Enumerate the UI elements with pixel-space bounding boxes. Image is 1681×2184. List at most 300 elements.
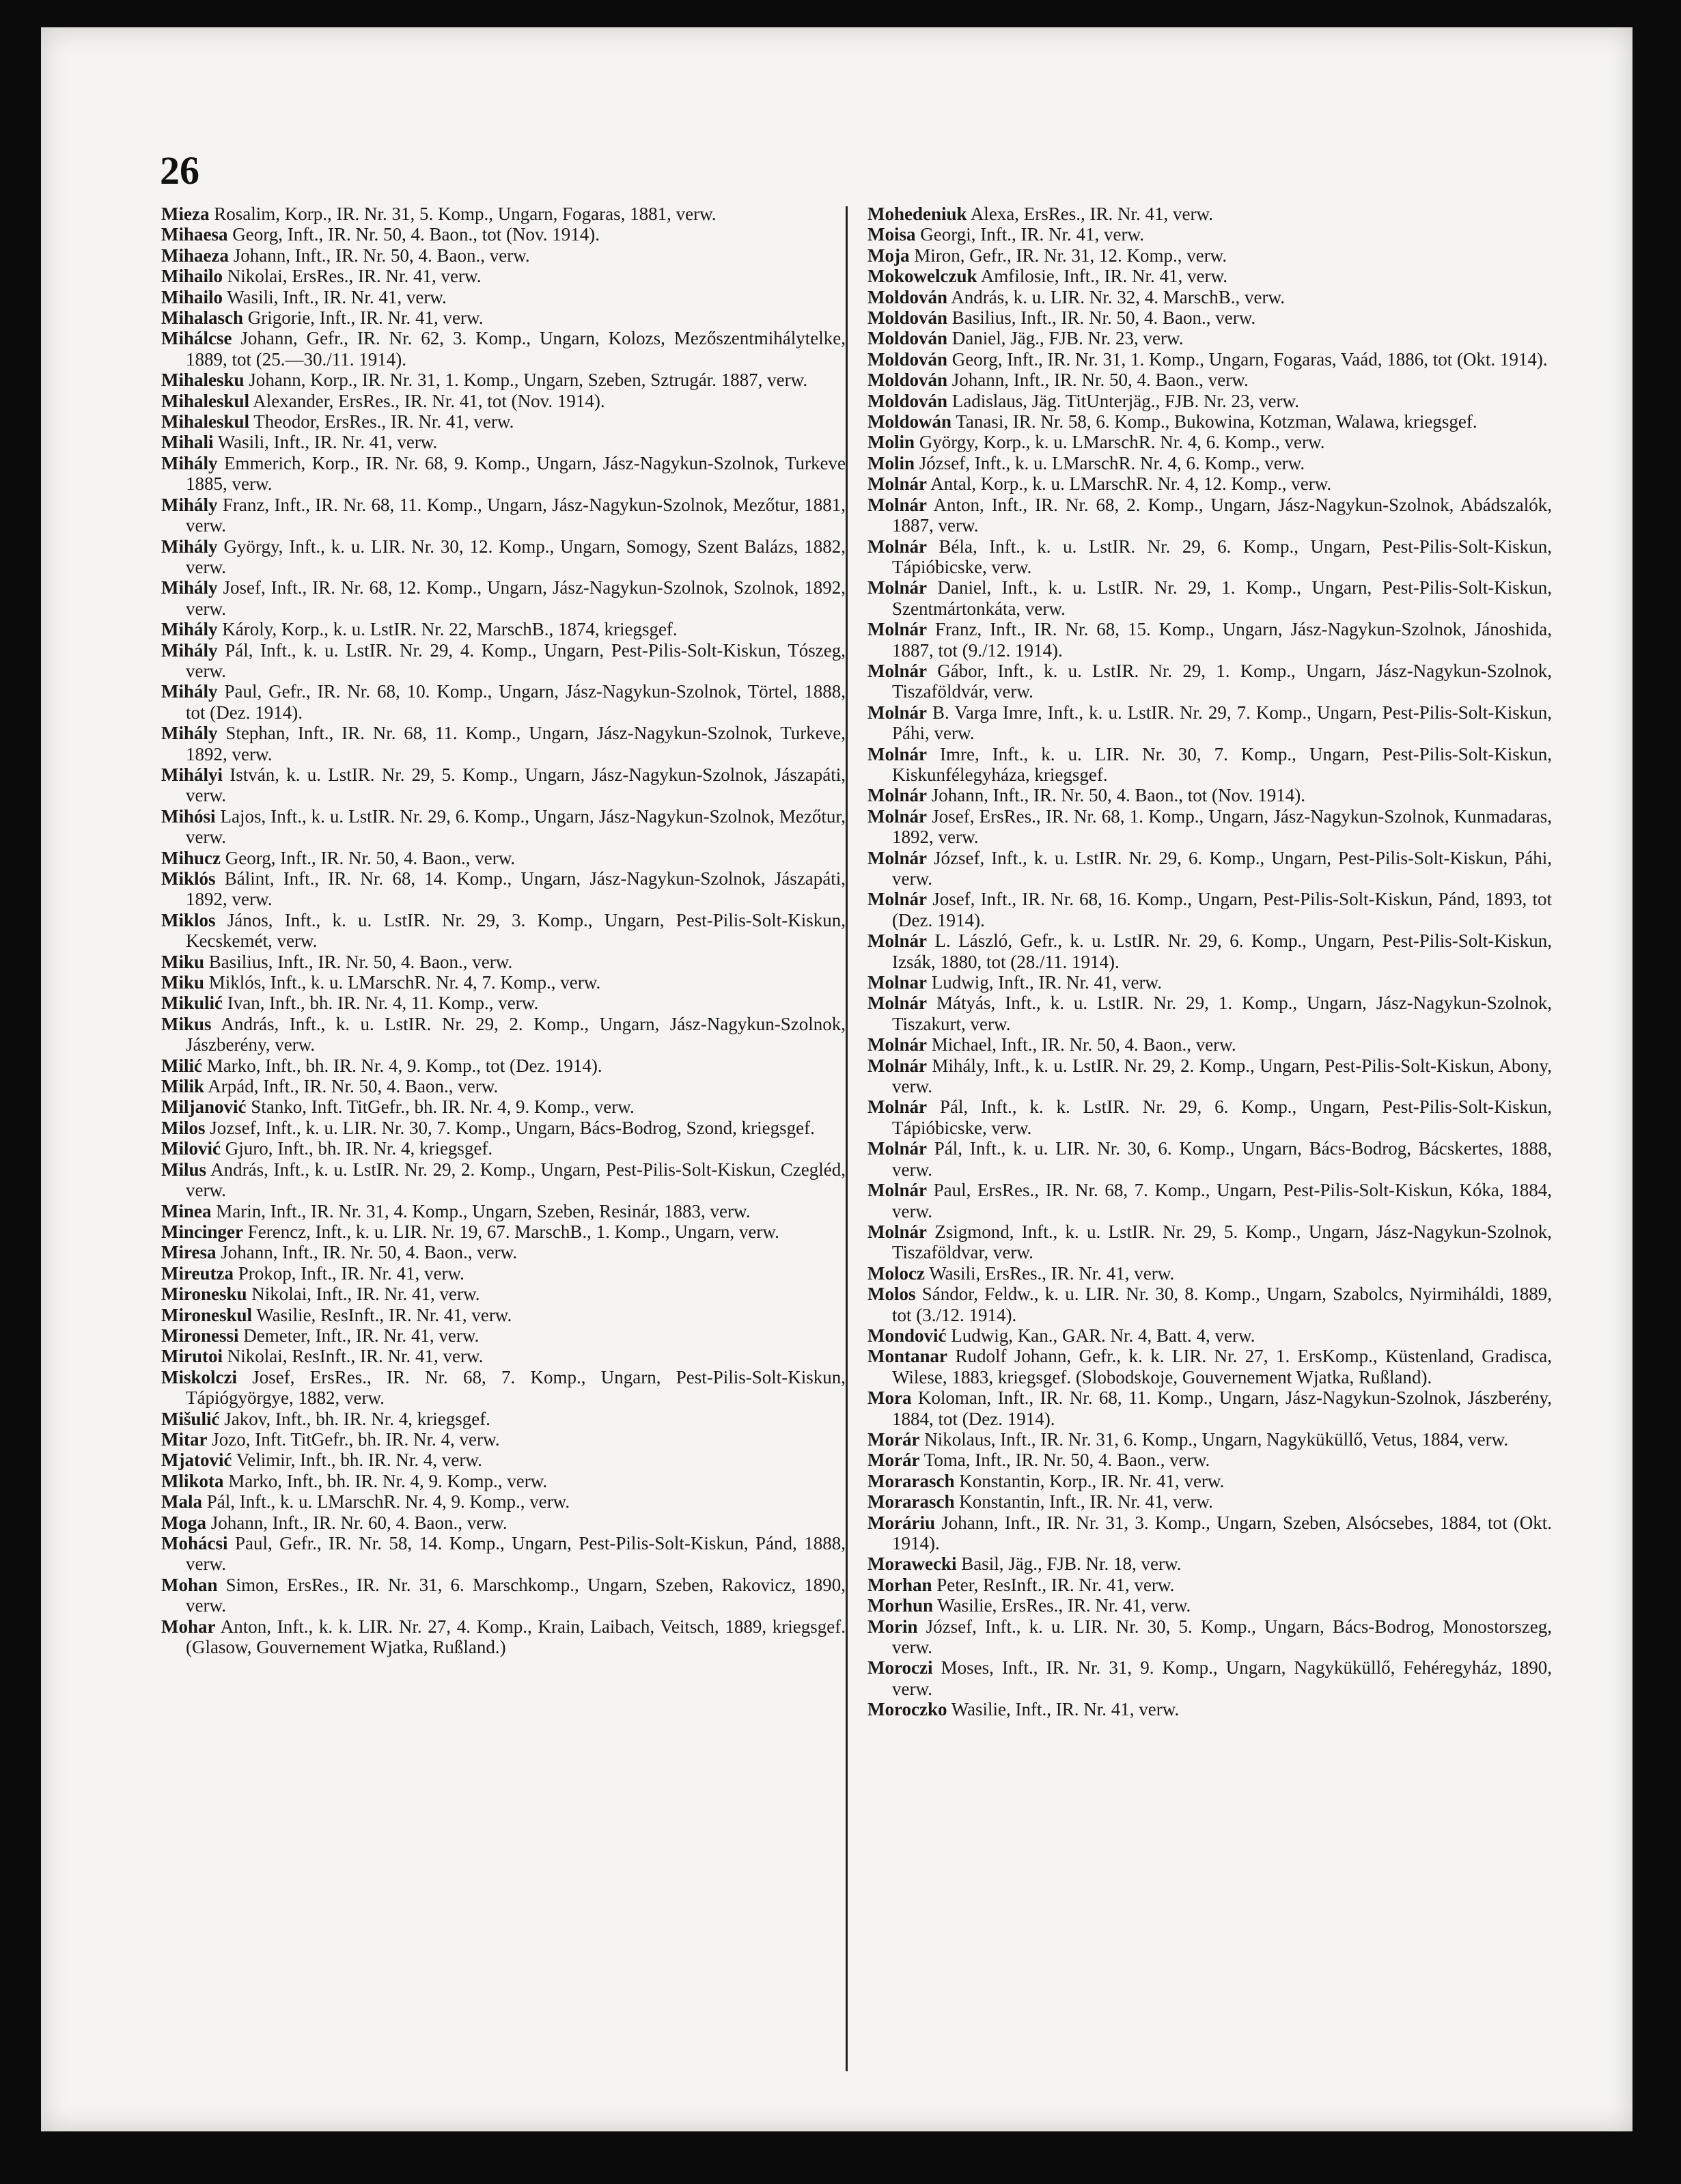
entry-details: Johann, Inft., IR. Nr. 60, 4. Baon., verw. [210, 1512, 508, 1533]
entry-details: József, Inft., k. u. LMarschR. Nr. 4, 6. Komp., verw. [919, 452, 1305, 473]
list-item [161, 1076, 846, 1096]
entry-surname: Morár [867, 1450, 920, 1471]
entry-details: Johann, Korp., IR. Nr. 31, 1. Komp., Ungarn, Szeben, Sztrugár. 1887, verw. [249, 370, 808, 391]
list-item [161, 1118, 846, 1138]
entry-surname: Mihali [161, 432, 214, 453]
list-item [161, 1450, 846, 1470]
entry-surname: Morhun [867, 1595, 934, 1616]
list-item [867, 245, 1552, 266]
entry-surname: Moja [867, 245, 910, 266]
entry-details: Nikolai, Inft., IR. Nr. 41, verw. [251, 1284, 480, 1305]
list-item [867, 328, 1552, 348]
entry-surname: Miljanović [161, 1096, 247, 1118]
entry-surname: Moldowán [867, 411, 952, 432]
entry-surname: Mondović [867, 1325, 947, 1346]
entry-details: Georg, Inft., IR. Nr. 50, 4. Baon., tot (Nov. 1914). [232, 224, 600, 245]
entry-details: Daniel, Inft., k. u. LstIR. Nr. 29, 1. Komp., Ungarn, Pest-Pilis-Solt-Kiskun, Szentmártonkáta, verw. [892, 577, 1553, 619]
entry-surname: Molnár [867, 993, 927, 1014]
entry-details: István, k. u. LstIR. Nr. 29, 5. Komp., Ungarn, Jász-Nagykun-Szolnok, Jászapáti, verw. [186, 764, 846, 806]
entry-details: Wasili, ErsRes., IR. Nr. 41, verw. [929, 1262, 1175, 1284]
list-item [161, 1305, 846, 1325]
entry-surname: Moldován [867, 307, 948, 329]
list-item [161, 1284, 846, 1304]
list-item [161, 1409, 846, 1429]
list-item [161, 972, 846, 993]
list-item [161, 495, 846, 536]
entry-surname: Moga [161, 1512, 206, 1533]
list-item [161, 411, 846, 432]
list-item [867, 930, 1552, 972]
entry-details: Ivan, Inft., bh. IR. Nr. 4, 11. Komp., verw. [227, 993, 539, 1014]
list-item [867, 287, 1552, 307]
entry-surname: Milus [161, 1159, 207, 1180]
list-item [867, 411, 1552, 432]
entry-details: Anton, Inft., k. k. LIR. Nr. 27, 4. Komp., Krain, Laibach, Veitsch, 1889, kriegsgef. (Glasow, Gouvernement Wjatka, Rußland.) [186, 1616, 846, 1658]
list-item [867, 370, 1552, 390]
list-item [867, 1325, 1552, 1346]
entry-details: Johann, Inft., IR. Nr. 50, 4. Baon., verw. [233, 245, 530, 266]
list-item [867, 495, 1552, 536]
entry-details: Toma, Inft., IR. Nr. 50, 4. Baon., verw. [923, 1450, 1210, 1471]
list-item [867, 993, 1552, 1034]
entry-details: Paul, Gefr., IR. Nr. 58, 14. Komp., Ungarn, Pest-Pilis-Solt-Kiskun, Pánd, 1888, verw. [186, 1533, 846, 1575]
list-item [867, 1221, 1552, 1263]
entry-details: Daniel, Jäg., FJB. Nr. 23, verw. [951, 328, 1184, 349]
entry-details: Josef, ErsRes., IR. Nr. 68, 7. Komp., Ungarn, Pest-Pilis-Solt-Kiskun, Tápiógyörgye, 1882, verw. [186, 1366, 846, 1409]
entry-details: Ladislaus, Jäg. TitUnterjäg., FJB. Nr. 23, verw. [951, 390, 1300, 411]
entry-surname: Molin [867, 452, 915, 473]
entry-surname: Mihailo [161, 266, 223, 287]
entry-details: Demeter, Inft., IR. Nr. 41, verw. [243, 1325, 480, 1346]
entry-surname: Molnár [867, 1221, 927, 1242]
entry-details: Konstantin, Korp., IR. Nr. 41, verw. [959, 1470, 1225, 1491]
entry-details: Béla, Inft., k. u. LstIR. Nr. 29, 6. Komp., Ungarn, Pest-Pilis-Solt-Kiskun, Tápióbicske, verw. [892, 536, 1552, 577]
entry-surname: Mohar [161, 1616, 216, 1637]
entry-details: Georg, Inft., IR. Nr. 31, 1. Komp., Ungarn, Fogaras, Vaád, 1886, tot (Okt. 1914). [951, 348, 1548, 370]
list-item [161, 1533, 846, 1575]
scan-edge-mark [1656, 950, 1662, 991]
entry-surname: Mikulić [161, 993, 223, 1014]
entry-surname: Mihály [161, 536, 218, 557]
list-item [161, 806, 846, 848]
entry-details: Miklós, Inft., k. u. LMarschR. Nr. 4, 7. Komp., verw. [208, 972, 601, 993]
entry-surname: Minea [161, 1200, 212, 1221]
entry-details: Konstantin, Inft., IR. Nr. 41, verw. [959, 1491, 1213, 1512]
entry-details: Anton, Inft., IR. Nr. 68, 2. Komp., Ungarn, Jász-Nagykun-Szolnok, Abádszalók, 1887, verw. [892, 494, 1552, 536]
entry-surname: Mohan [161, 1574, 218, 1595]
entry-details: Wasilie, ErsRes., IR. Nr. 41, verw. [937, 1595, 1191, 1616]
entry-surname: Molnar [867, 972, 927, 993]
entry-details: András, Inft., k. u. LstIR. Nr. 29, 2. Komp., Ungarn, Jász-Nagykun-Szolnok, Jászberény, verw. [186, 1013, 846, 1055]
entry-details: Nikolaus, Inft., IR. Nr. 31, 6. Komp., Ungarn, Nagyküküllő, Vetus, 1884, verw. [924, 1428, 1509, 1450]
entry-details: Antal, Korp., k. u. LMarschR. Nr. 4, 12. Komp., verw. [930, 473, 1332, 495]
entry-details: Marko, Inft., bh. IR. Nr. 4, 9. Komp., tot (Dez. 1914). [206, 1055, 602, 1076]
entry-details: Rosalim, Korp., IR. Nr. 31, 5. Komp., Ungarn, Fogaras, 1881, verw. [214, 204, 717, 224]
entry-surname: Molnár [867, 494, 927, 515]
entry-surname: Moldován [867, 370, 948, 391]
entry-details: Jozo, Inft. TitGefr., bh. IR. Nr. 4, verw. [212, 1428, 500, 1450]
list-item [161, 910, 846, 952]
list-item [161, 1429, 846, 1450]
entry-details: Michael, Inft., IR. Nr. 50, 4. Baon., verw. [931, 1034, 1236, 1055]
list-item [161, 1138, 846, 1159]
entry-details: Ludwig, Inft., IR. Nr. 41, verw. [931, 972, 1162, 993]
list-item [867, 473, 1552, 494]
entry-surname: Molnár [867, 660, 927, 681]
list-item [867, 1471, 1552, 1491]
list-item [161, 993, 846, 1013]
list-item [867, 1055, 1552, 1097]
entry-details: Jakov, Inft., bh. IR. Nr. 4, kriegsgef. [224, 1408, 490, 1429]
list-item [867, 1284, 1552, 1325]
entry-surname: Molnár [867, 702, 927, 723]
entry-surname: Moráriu [867, 1512, 935, 1533]
entry-details: Velimir, Inft., bh. IR. Nr. 4, verw. [236, 1450, 482, 1471]
entry-surname: Miku [161, 972, 205, 993]
list-item [867, 1429, 1552, 1450]
entry-details: Simon, ErsRes., IR. Nr. 31, 6. Marschkomp., Ungarn, Szeben, Rakovicz, 1890, verw. [186, 1574, 846, 1616]
entry-details: Zsigmond, Inft., k. u. LstIR. Nr. 29, 5. Komp., Ungarn, Jász-Nagykun-Szolnok, Tiszaföldvar, verw. [892, 1221, 1552, 1263]
entry-surname: Morin [867, 1616, 918, 1637]
entry-surname: Milik [161, 1076, 205, 1097]
entry-surname: Mireutza [161, 1262, 234, 1284]
entry-surname: Mora [867, 1387, 912, 1409]
list-item [867, 577, 1552, 619]
entry-surname: Morawecki [867, 1553, 957, 1575]
entry-surname: Mohácsi [161, 1533, 228, 1553]
list-item [867, 1553, 1552, 1574]
entry-details: Nikolai, ErsRes., IR. Nr. 41, verw. [227, 266, 482, 287]
list-item [161, 224, 846, 245]
list-item [867, 661, 1552, 702]
entry-surname: Miklos [161, 909, 216, 930]
entry-surname: Milos [161, 1117, 206, 1138]
list-item [161, 1221, 846, 1242]
list-item [161, 681, 846, 723]
list-item [867, 349, 1552, 370]
entry-details: Theodor, ErsRes., IR. Nr. 41, verw. [253, 411, 514, 432]
entry-surname: Moldován [867, 328, 948, 349]
entry-surname: Moisa [867, 224, 916, 245]
entry-details: Alexa, ErsRes., IR. Nr. 41, verw. [970, 204, 1213, 224]
entry-details: Georgi, Inft., IR. Nr. 41, verw. [920, 224, 1144, 245]
entry-details: Károly, Korp., k. u. LstIR. Nr. 22, MarschB., 1874, kriegsgef. [222, 619, 678, 640]
entry-details: Josef, ErsRes., IR. Nr. 68, 1. Komp., Ungarn, Jász-Nagykun-Szolnok, Kunmadaras, 1892, verw. [892, 805, 1552, 848]
entry-surname: Mihály [161, 639, 218, 661]
list-item [867, 806, 1552, 848]
list-item [867, 1575, 1552, 1595]
list-item [867, 307, 1552, 328]
entry-surname: Montanar [867, 1346, 947, 1367]
entry-surname: Molos [867, 1284, 916, 1305]
entry-surname: Molocz [867, 1262, 925, 1284]
entry-surname: Molnár [867, 743, 927, 764]
entry-surname: Moroczko [867, 1699, 947, 1720]
entry-surname: Morarasch [867, 1470, 955, 1491]
entry-surname: Mihaeza [161, 245, 229, 266]
page-number: 26 [160, 148, 199, 193]
entry-details: György, Korp., k. u. LMarschR. Nr. 4, 6. Komp., verw. [919, 432, 1325, 453]
entry-details: György, Inft., k. u. LIR. Nr. 30, 12. Komp., Ungarn, Somogy, Szent Balázs, 1882, verw. [186, 536, 846, 577]
list-item [161, 1575, 846, 1616]
entry-surname: Mihály [161, 619, 218, 640]
entry-details: Alexander, ErsRes., IR. Nr. 41, tot (Nov. 1914). [253, 390, 605, 411]
entry-surname: Mihucz [161, 847, 221, 868]
document-page [41, 27, 1633, 2131]
list-item [161, 1325, 846, 1346]
entry-details: L. László, Gefr., k. u. LstIR. Nr. 29, 6. Komp., Ungarn, Pest-Pilis-Solt-Kiskun, Izsák, 1880, tot (28./11. 1914). [892, 930, 1553, 972]
entry-surname: Molnár [867, 1180, 927, 1201]
entry-details: Wasilie, Inft., IR. Nr. 41, verw. [951, 1699, 1180, 1720]
entry-surname: Molnár [867, 930, 927, 952]
list-item [161, 266, 846, 286]
entry-surname: Molnár [867, 619, 927, 640]
list-item [867, 453, 1552, 473]
list-item [867, 785, 1552, 805]
entry-details: Tanasi, IR. Nr. 58, 6. Komp., Bukowina, Kotzman, Walawa, kriegsgef. [956, 411, 1477, 432]
list-item [867, 1450, 1552, 1470]
entry-details: Pál, Inft., k. u. LMarschR. Nr. 4, 9. Komp., verw. [206, 1491, 570, 1512]
entry-details: Paul, Gefr., IR. Nr. 68, 10. Komp., Ungarn, Jász-Nagykun-Szolnok, Törtel, 1888, tot (Dez. 1914). [186, 681, 846, 723]
entry-surname: Molnár [867, 577, 927, 598]
entry-details: Franz, Inft., IR. Nr. 68, 11. Komp., Ungarn, Jász-Nagykun-Szolnok, Mezőtur, 1881, verw. [186, 494, 846, 536]
entry-details: Johann, Inft., IR. Nr. 50, 4. Baon., verw. [951, 370, 1249, 391]
entry-details: Basilius, Inft., IR. Nr. 50, 4. Baon., verw. [951, 307, 1256, 329]
entry-surname: Morarasch [867, 1491, 955, 1512]
list-item [867, 266, 1552, 286]
entry-surname: Mihalasch [161, 307, 244, 329]
entry-details: Moses, Inft., IR. Nr. 31, 9. Komp., Ungarn, Nagyküküllő, Fehéregyház, 1890, verw. [892, 1657, 1552, 1699]
entry-surname: Miku [161, 951, 205, 972]
entry-details: B. Varga Imre, Inft., k. u. LstIR. Nr. 29, 7. Komp., Ungarn, Pest-Pilis-Solt-Kiskun, Páhi, verw. [892, 702, 1552, 744]
list-item [161, 868, 846, 910]
entry-surname: Mieza [161, 204, 210, 224]
entry-surname: Molnár [867, 889, 927, 910]
entry-details: Sándor, Feldw., k. u. LIR. Nr. 30, 8. Komp., Ungarn, Szabolcs, Nyirmiháldi, 1889, tot (3./12. 1914). [892, 1284, 1552, 1325]
list-item [161, 245, 846, 266]
entry-surname: Mikus [161, 1013, 212, 1034]
list-item [161, 1512, 846, 1533]
entry-surname: Miresa [161, 1242, 217, 1263]
list-item [161, 328, 846, 370]
list-item [867, 744, 1552, 786]
list-item [161, 536, 846, 578]
list-item [161, 764, 846, 806]
entry-details: Johann, Inft., IR. Nr. 31, 3. Komp., Ungarn, Szeben, Alsócsebes, 1884, tot (Okt. 1914). [892, 1512, 1552, 1553]
list-item [867, 1512, 1552, 1554]
entry-details: Rudolf Johann, Gefr., k. k. LIR. Nr. 27, 1. ErsKomp., Küstenland, Gradisca, Wilese, 1883, kriegsgef. (Slobodskoje, Gouvernement Wjatka, Rußland). [892, 1346, 1552, 1387]
entry-details: Johann, Inft., IR. Nr. 50, 4. Baon., tot (Nov. 1914). [931, 785, 1305, 806]
entry-details: Pál, Inft., k. u. LIR. Nr. 30, 6. Komp., Ungarn, Bács-Bodrog, Bácskertes, 1888, verw. [892, 1138, 1552, 1180]
entry-surname: Moroczi [867, 1657, 933, 1678]
entry-surname: Mihály [161, 681, 218, 702]
entry-surname: Moldován [867, 348, 948, 370]
entry-surname: Mitar [161, 1428, 208, 1450]
entry-details: Franz, Inft., IR. Nr. 68, 15. Komp., Ungarn, Jász-Nagykun-Szolnok, Jánoshida, 1887, tot (9./12. 1914). [892, 619, 1552, 661]
entry-details: Paul, ErsRes., IR. Nr. 68, 7. Komp., Ungarn, Pest-Pilis-Solt-Kiskun, Kóka, 1884, verw. [892, 1180, 1552, 1221]
entry-surname: Mihály [161, 723, 218, 744]
entry-details: András, k. u. LIR. Nr. 32, 4. MarschB., verw. [951, 286, 1285, 307]
list-item [161, 1159, 846, 1201]
list-item [161, 453, 846, 495]
entry-surname: Mihály [161, 577, 218, 598]
entry-surname: Mihailo [161, 286, 223, 307]
list-item [161, 307, 846, 328]
list-item [161, 391, 846, 411]
list-item [867, 1138, 1552, 1180]
list-item [867, 848, 1552, 889]
list-item [867, 972, 1552, 993]
entry-details: Marin, Inft., IR. Nr. 31, 4. Komp., Ungarn, Szeben, Resinár, 1883, verw. [216, 1200, 751, 1221]
entry-surname: Mironessi [161, 1325, 239, 1346]
entry-surname: Moldován [867, 286, 948, 307]
list-item [161, 1014, 846, 1055]
entry-surname: Moldován [867, 390, 948, 411]
entry-details: Stanko, Inft. TitGefr., bh. IR. Nr. 4, 9. Komp., verw. [251, 1096, 635, 1118]
entry-details: Stephan, Inft., IR. Nr. 68, 11. Komp., Ungarn, Jász-Nagykun-Szolnok, Turkeve, 1892, verw. [186, 723, 846, 764]
list-item [867, 391, 1552, 411]
entry-details: József, Inft., k. u. LstIR. Nr. 29, 6. Komp., Ungarn, Pest-Pilis-Solt-Kiskun, Páhi, verw. [892, 847, 1553, 889]
entry-surname: Molnár [867, 1034, 927, 1055]
list-item [161, 1096, 846, 1117]
list-item [867, 1595, 1552, 1616]
list-item [161, 577, 846, 619]
entry-details: Prokop, Inft., IR. Nr. 41, verw. [238, 1262, 464, 1284]
entry-details: Basilius, Inft., IR. Nr. 50, 4. Baon., verw. [208, 951, 513, 972]
entry-details: János, Inft., k. u. LstIR. Nr. 29, 3. Komp., Ungarn, Pest-Pilis-Solt-Kiskun, Kecskemét, verw. [186, 909, 846, 952]
entry-surname: Mokowelczuk [867, 266, 977, 287]
entry-details: Arpád, Inft., IR. Nr. 50, 4. Baon., verw. [208, 1076, 499, 1097]
list-item [867, 1616, 1552, 1658]
list-item [161, 723, 846, 764]
entry-surname: Molnár [867, 805, 927, 827]
list-item [161, 1242, 846, 1262]
entry-details: Miron, Gefr., IR. Nr. 31, 12. Komp., verw. [914, 245, 1227, 266]
list-item [161, 370, 846, 390]
list-item [867, 536, 1552, 578]
entry-details: Mihály, Inft., k. u. LstIR. Nr. 29, 2. Komp., Ungarn, Pest-Pilis-Solt-Kiskun, Abony, verw. [892, 1055, 1552, 1097]
entry-details: Gábor, Inft., k. u. LstIR. Nr. 29, 1. Komp., Ungarn, Jász-Nagykun-Szolnok, Tiszaföldvár, verw. [892, 660, 1552, 702]
list-item [161, 1471, 846, 1491]
entry-surname: Mihálcse [161, 328, 232, 349]
list-item [161, 640, 846, 682]
entry-details: Mátyás, Inft., k. u. LstIR. Nr. 29, 1. Komp., Ungarn, Jász-Nagykun-Szolnok, Tiszakurt, verw. [892, 993, 1552, 1034]
list-item [867, 1180, 1552, 1221]
entry-surname: Molnár [867, 785, 927, 806]
entry-surname: Mohedeniuk [867, 204, 967, 224]
entry-details: Peter, ResInft., IR. Nr. 41, verw. [936, 1574, 1175, 1595]
entry-surname: Mihósi [161, 805, 216, 827]
entry-surname: Molin [867, 432, 915, 453]
list-item [867, 1699, 1552, 1719]
list-item [867, 1096, 1552, 1138]
entry-surname: Mihalesku [161, 370, 245, 391]
entry-details: Lajos, Inft., k. u. LstIR. Nr. 29, 6. Komp., Ungarn, Jász-Nagykun-Szolnok, Mezőtur, verw. [186, 805, 846, 848]
entry-surname: Mironeskul [161, 1304, 253, 1325]
entry-surname: Mirutoi [161, 1346, 223, 1367]
list-item [867, 889, 1552, 930]
entry-surname: Mihály [161, 452, 218, 473]
scan-edge-mark [1656, 2022, 1662, 2063]
entry-details: Johann, Gefr., IR. Nr. 62, 3. Komp., Ungarn, Kolozs, Mezőszentmihálytelke, 1889, tot (25.—30./11. 1914). [186, 328, 846, 370]
list-item [161, 848, 846, 868]
entry-surname: Molnár [867, 1055, 927, 1076]
entry-details: Nikolai, ResInft., IR. Nr. 41, verw. [227, 1346, 484, 1367]
list-item [161, 1346, 846, 1366]
list-item [867, 1034, 1552, 1055]
entry-details: Ludwig, Kan., GAR. Nr. 4, Batt. 4, verw. [951, 1325, 1255, 1346]
list-item [161, 1263, 846, 1284]
entry-details: Jozsef, Inft., k. u. LIR. Nr. 30, 7. Komp., Ungarn, Bács-Bodrog, Szond, kriegsgef. [210, 1117, 815, 1138]
list-item [161, 287, 846, 307]
entry-details: Pál, Inft., k. k. LstIR. Nr. 29, 6. Komp., Ungarn, Pest-Pilis-Solt-Kiskun, Tápióbicske, verw. [892, 1096, 1553, 1138]
list-item [161, 1616, 846, 1658]
column-divider [846, 206, 848, 2071]
list-item [161, 952, 846, 972]
entry-details: Grigorie, Inft., IR. Nr. 41, verw. [247, 307, 484, 329]
entry-details: Pál, Inft., k. u. LstIR. Nr. 29, 4. Komp., Ungarn, Pest-Pilis-Solt-Kiskun, Tószeg, verw. [186, 639, 846, 681]
entry-surname: Mihaleskul [161, 411, 250, 432]
list-item [161, 1055, 846, 1076]
list-item [867, 432, 1552, 452]
entry-surname: Miklós [161, 868, 216, 889]
entry-surname: Mihály [161, 494, 218, 515]
entry-details: Wasili, Inft., IR. Nr. 41, verw. [227, 286, 447, 307]
entry-details: Gjuro, Inft., bh. IR. Nr. 4, kriegsgef. [225, 1138, 493, 1159]
list-item [867, 1346, 1552, 1387]
entry-surname: Molnár [867, 473, 927, 495]
entry-details: Koloman, Inft., IR. Nr. 68, 11. Komp., Ungarn, Jász-Nagykun-Szolnok, Jászberény, 1884, tot (Dez. 1914). [892, 1387, 1553, 1429]
list-item [867, 1387, 1552, 1429]
entry-surname: Morhan [867, 1574, 932, 1595]
list-item [867, 702, 1552, 744]
entry-surname: Mihályi [161, 764, 223, 785]
entry-details: Georg, Inft., IR. Nr. 50, 4. Baon., verw. [225, 847, 516, 868]
entry-surname: Mlikota [161, 1470, 224, 1491]
left-column [161, 204, 846, 1657]
entry-details: József, Inft., k. u. LIR. Nr. 30, 5. Komp., Ungarn, Bács-Bodrog, Monostorszeg, verw. [892, 1616, 1552, 1658]
list-item [867, 224, 1552, 245]
list-item [867, 1263, 1552, 1284]
entry-details: Johann, Inft., IR. Nr. 50, 4. Baon., verw. [221, 1242, 518, 1263]
entry-details: Marko, Inft., bh. IR. Nr. 4, 9. Komp., verw. [228, 1470, 548, 1491]
entry-surname: Molnár [867, 1138, 927, 1159]
entry-surname: Milović [161, 1138, 221, 1159]
entry-surname: Molnár [867, 536, 927, 557]
list-item [867, 1491, 1552, 1512]
right-column [867, 204, 1552, 1720]
entry-details: Basil, Jäg., FJB. Nr. 18, verw. [961, 1553, 1182, 1575]
entry-surname: Mihaleskul [161, 390, 250, 411]
entry-details: Imre, Inft., k. u. LIR. Nr. 30, 7. Komp., Ungarn, Pest-Pilis-Solt-Kiskun, Kiskunfélegyháza, kriegsgef. [892, 743, 1552, 785]
entry-details: Josef, Inft., IR. Nr. 68, 12. Komp., Ungarn, Jász-Nagykun-Szolnok, Szolnok, 1892, verw. [186, 577, 846, 619]
entry-surname: Mjatović [161, 1450, 232, 1471]
entry-details: Josef, Inft., IR. Nr. 68, 16. Komp., Ungarn, Pest-Pilis-Solt-Kiskun, Pánd, 1893, tot (Dez. 1914). [892, 889, 1552, 930]
list-item [161, 204, 846, 224]
entry-details: Wasili, Inft., IR. Nr. 41, verw. [217, 432, 438, 453]
entry-details: Ferencz, Inft., k. u. LIR. Nr. 19, 67. MarschB., 1. Komp., Ungarn, verw. [247, 1221, 779, 1242]
list-item [161, 619, 846, 639]
list-item [161, 1367, 846, 1409]
entry-surname: Mincinger [161, 1221, 243, 1242]
list-item [161, 1201, 846, 1221]
list-item [161, 432, 846, 452]
entry-details: Emmerich, Korp., IR. Nr. 68, 9. Komp., Ungarn, Jász-Nagykun-Szolnok, Turkeve 1885, verw. [186, 452, 846, 495]
list-item [867, 1657, 1552, 1699]
entry-details: Wasilie, ResInft., IR. Nr. 41, verw. [256, 1304, 512, 1325]
entry-surname: Mironesku [161, 1284, 247, 1305]
entry-surname: Morár [867, 1428, 920, 1450]
